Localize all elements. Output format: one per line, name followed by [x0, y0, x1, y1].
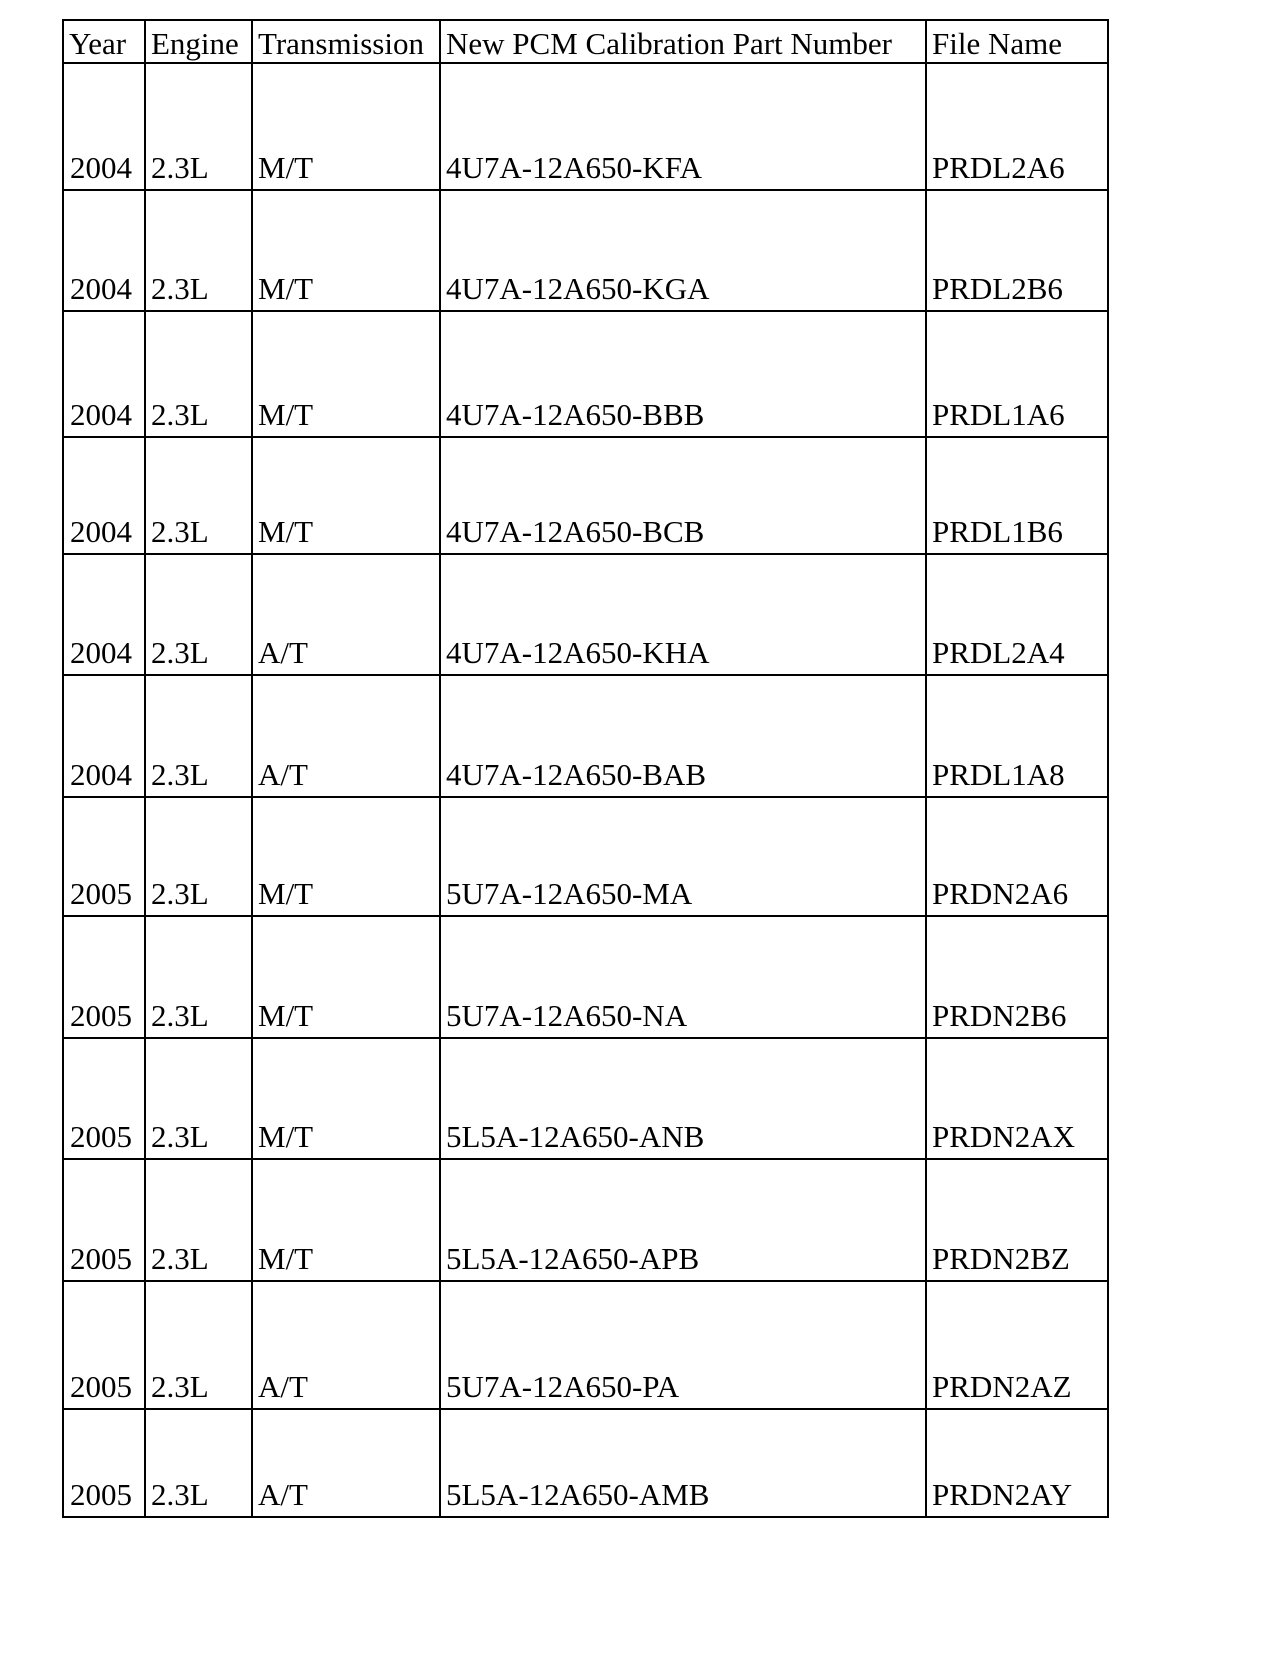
cell-part-number: 4U7A-12A650-KHA — [440, 554, 926, 675]
cell-engine: 2.3L — [145, 1159, 252, 1281]
cell-year: 2004 — [63, 675, 145, 797]
header-transmission: Transmission — [252, 20, 440, 63]
cell-part-number: 4U7A-12A650-KFA — [440, 63, 926, 190]
cell-transmission: M/T — [252, 63, 440, 190]
cell-engine: 2.3L — [145, 554, 252, 675]
cell-part-number: 5L5A-12A650-APB — [440, 1159, 926, 1281]
table-row — [63, 437, 1108, 554]
cell-year: 2004 — [63, 437, 145, 554]
header-file-name: File Name — [926, 20, 1108, 63]
cell-part-number: 4U7A-12A650-BBB — [440, 311, 926, 437]
table-header-row — [63, 20, 1108, 63]
cell-file-name: PRDL1A6 — [926, 311, 1108, 437]
cell-year: 2005 — [63, 797, 145, 916]
cell-transmission: M/T — [252, 311, 440, 437]
cell-transmission: A/T — [252, 1409, 440, 1517]
cell-file-name: PRDL1B6 — [926, 437, 1108, 554]
table-row — [63, 63, 1108, 190]
header-year: Year — [63, 20, 145, 63]
cell-engine: 2.3L — [145, 916, 252, 1038]
cell-engine: 2.3L — [145, 1038, 252, 1159]
cell-transmission: M/T — [252, 916, 440, 1038]
cell-transmission: A/T — [252, 1281, 440, 1409]
cell-file-name: PRDN2AX — [926, 1038, 1108, 1159]
table-row — [63, 190, 1108, 311]
cell-part-number: 4U7A-12A650-BCB — [440, 437, 926, 554]
cell-part-number: 5L5A-12A650-AMB — [440, 1409, 926, 1517]
cell-part-number: 4U7A-12A650-KGA — [440, 190, 926, 311]
table-row — [63, 1409, 1108, 1517]
cell-engine: 2.3L — [145, 63, 252, 190]
table-row — [63, 797, 1108, 916]
header-part-number: New PCM Calibration Part Number — [440, 20, 926, 63]
cell-file-name: PRDN2AZ — [926, 1281, 1108, 1409]
cell-transmission: A/T — [252, 554, 440, 675]
cell-transmission: M/T — [252, 190, 440, 311]
cell-part-number: 5U7A-12A650-MA — [440, 797, 926, 916]
cell-engine: 2.3L — [145, 1409, 252, 1517]
cell-transmission: M/T — [252, 1038, 440, 1159]
cell-year: 2005 — [63, 1159, 145, 1281]
cell-year: 2005 — [63, 1038, 145, 1159]
cell-file-name: PRDL2B6 — [926, 190, 1108, 311]
cell-file-name: PRDL1A8 — [926, 675, 1108, 797]
cell-engine: 2.3L — [145, 311, 252, 437]
cell-part-number: 5U7A-12A650-PA — [440, 1281, 926, 1409]
table-body — [63, 63, 1108, 1517]
cell-part-number: 5U7A-12A650-NA — [440, 916, 926, 1038]
cell-engine: 2.3L — [145, 1281, 252, 1409]
cell-file-name: PRDN2B6 — [926, 916, 1108, 1038]
table-row — [63, 554, 1108, 675]
cell-file-name: PRDN2A6 — [926, 797, 1108, 916]
cell-transmission: M/T — [252, 797, 440, 916]
cell-year: 2005 — [63, 1281, 145, 1409]
cell-engine: 2.3L — [145, 437, 252, 554]
table-row — [63, 675, 1108, 797]
cell-year: 2004 — [63, 63, 145, 190]
cell-year: 2004 — [63, 190, 145, 311]
cell-file-name: PRDN2AY — [926, 1409, 1108, 1517]
table-row — [63, 1038, 1108, 1159]
cell-engine: 2.3L — [145, 190, 252, 311]
cell-transmission: A/T — [252, 675, 440, 797]
cell-year: 2004 — [63, 554, 145, 675]
cell-transmission: M/T — [252, 437, 440, 554]
cell-file-name: PRDL2A6 — [926, 63, 1108, 190]
cell-part-number: 4U7A-12A650-BAB — [440, 675, 926, 797]
cell-year: 2005 — [63, 916, 145, 1038]
table-row — [63, 1159, 1108, 1281]
cell-engine: 2.3L — [145, 675, 252, 797]
calibration-table — [62, 19, 1109, 1518]
cell-year: 2004 — [63, 311, 145, 437]
cell-file-name: PRDL2A4 — [926, 554, 1108, 675]
table-row — [63, 1281, 1108, 1409]
table-row — [63, 916, 1108, 1038]
header-engine: Engine — [145, 20, 252, 63]
table-row — [63, 311, 1108, 437]
cell-transmission: M/T — [252, 1159, 440, 1281]
cell-file-name: PRDN2BZ — [926, 1159, 1108, 1281]
cell-year: 2005 — [63, 1409, 145, 1517]
cell-engine: 2.3L — [145, 797, 252, 916]
cell-part-number: 5L5A-12A650-ANB — [440, 1038, 926, 1159]
